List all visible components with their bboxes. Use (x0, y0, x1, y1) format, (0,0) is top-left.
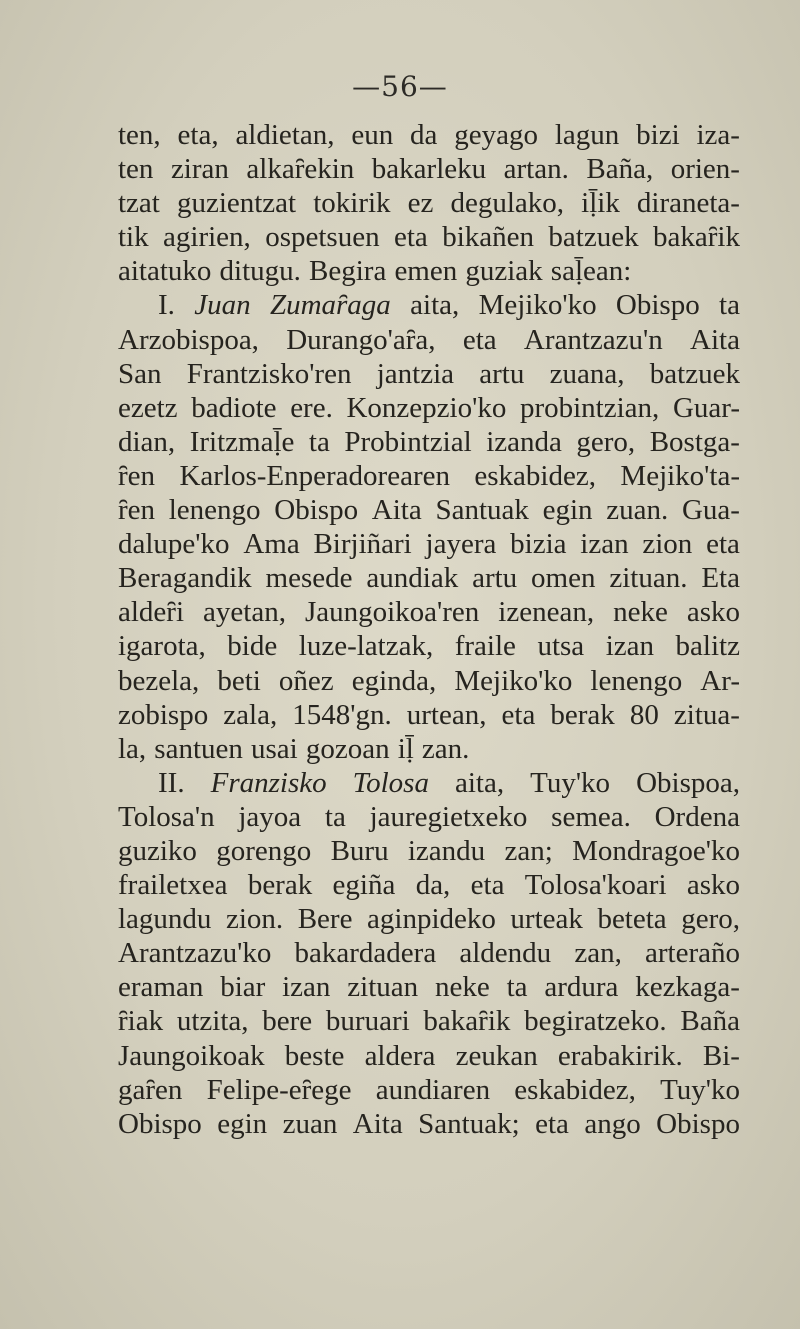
word: agirien, (163, 221, 251, 254)
word: Beragandik (118, 562, 252, 595)
word: Bi- (702, 1039, 740, 1072)
text-line (118, 902, 740, 936)
word: guziak (465, 255, 543, 288)
text-line (118, 664, 740, 698)
word: utsa (537, 630, 585, 663)
word: aundiaren (375, 1073, 491, 1106)
word: alkaȓekin (246, 153, 355, 186)
word: omen (531, 562, 596, 595)
text-line (118, 868, 740, 902)
word: 80 (629, 698, 659, 731)
word: jauregietxeko (369, 800, 528, 833)
text-line (118, 698, 740, 732)
word: arteraño (645, 937, 740, 970)
text-line (118, 800, 740, 834)
word: gaȓen (118, 1073, 183, 1106)
word: ten, (118, 119, 161, 151)
text-line (118, 357, 740, 391)
word: zion (642, 528, 693, 561)
word: ziran (170, 153, 229, 186)
text-line (118, 1107, 740, 1141)
word: berak (247, 869, 313, 902)
word: bide (227, 630, 278, 663)
word: urteak (510, 903, 583, 936)
word: gozoan (305, 732, 390, 765)
word: lenengo (590, 664, 683, 697)
word: eta (470, 869, 505, 902)
word: Bostga- (649, 425, 740, 458)
word: Birjiñari (313, 528, 412, 561)
word: bakaȓik (653, 221, 740, 254)
word: zala, (223, 698, 278, 731)
word: I. (158, 289, 175, 322)
word: jayoa (238, 800, 302, 833)
word: santuen (154, 732, 243, 765)
text-line (118, 527, 740, 561)
word: Baña (680, 1005, 740, 1038)
word: aginpideko (367, 903, 496, 936)
word: zituan. (609, 562, 688, 595)
word: bizi (636, 119, 680, 151)
word: ditugu. (219, 255, 301, 288)
word: asko (686, 596, 740, 629)
word: izan (580, 528, 629, 561)
word: gorengo (216, 834, 312, 867)
word: beste (284, 1039, 345, 1072)
body-text (118, 118, 740, 1141)
word: Obispo (274, 494, 359, 527)
word: Santuak; (418, 1107, 520, 1140)
word: Arantzazu'n (523, 323, 663, 356)
word: eta (462, 323, 497, 356)
word: orien- (670, 153, 740, 186)
word: begiratzeko. (524, 1005, 667, 1038)
word: Tolosa'n (118, 800, 215, 833)
word: San (118, 357, 162, 390)
text-line (118, 425, 740, 459)
word: iza- (696, 119, 740, 151)
word: Aita (690, 323, 740, 356)
word: Karlos-Enperadorearen (179, 459, 450, 492)
word: Eta (701, 562, 740, 595)
word: urtean, (406, 698, 487, 731)
word: iḹik (581, 187, 620, 220)
word: zion. (225, 903, 284, 936)
word: Konzepzio'ko (346, 391, 507, 424)
word: zan. (421, 732, 470, 765)
text-line (118, 459, 740, 493)
word: Mejiko'ta- (620, 459, 740, 492)
word: eskabidez, (514, 1073, 636, 1106)
word: jantzia (376, 357, 455, 390)
word: dalupe'ko (118, 528, 230, 561)
word: geyago (454, 119, 539, 151)
word: berak (550, 698, 615, 731)
word: Tuy'ko (660, 1073, 740, 1106)
text-line (118, 323, 740, 357)
word: artu (479, 357, 525, 390)
text-line (118, 1073, 740, 1107)
word: eta (706, 528, 740, 561)
word: batzuek (649, 357, 740, 390)
word: Baña, (586, 153, 654, 186)
word: Felipe-eȓege (206, 1073, 352, 1106)
word: ȓen (118, 459, 156, 492)
word: aundiak (366, 562, 459, 595)
word: ten (118, 153, 154, 186)
word: biar (220, 971, 266, 1004)
word: da (410, 119, 438, 151)
word: dian, (118, 425, 176, 458)
word: ta (506, 971, 528, 1004)
word: Guar- (672, 391, 740, 424)
text-line (118, 1004, 740, 1038)
word: Santuak (435, 494, 529, 527)
word: badiote (191, 391, 277, 424)
word: Mejiko'ko (454, 664, 573, 697)
word: egin (542, 494, 593, 527)
word: Franzisko (210, 766, 327, 799)
word: Aita (371, 494, 422, 527)
word: ez (407, 187, 434, 220)
word: zuan (282, 1107, 338, 1140)
word: artu (472, 562, 518, 595)
text-line (118, 561, 740, 595)
text-line (118, 186, 740, 220)
word: zan, (574, 937, 622, 970)
word: oñez (278, 664, 334, 697)
word: izan (605, 630, 654, 663)
word: Obispo (656, 1107, 740, 1140)
word: luze-latzak, (298, 630, 434, 663)
text-line (118, 595, 740, 629)
word: Durango'aȓa, (286, 323, 436, 356)
word: bakarleku (371, 153, 487, 186)
word: la, (118, 732, 147, 765)
text-line (118, 152, 740, 186)
text-line (118, 493, 740, 527)
word: mesede (265, 562, 353, 595)
word: izandu (407, 834, 486, 867)
word: guziko (118, 834, 197, 867)
word: bakaȓik (423, 1005, 511, 1038)
word: Ar- (700, 664, 740, 697)
word: bizia (510, 528, 567, 561)
word: 1548'gn. (292, 698, 392, 731)
word: aita, (410, 289, 460, 322)
word: Begira (309, 255, 387, 288)
word: Tolosa'koari (524, 869, 667, 902)
word: ta (719, 289, 740, 322)
word: Arzobispoa, (118, 323, 259, 356)
word: tokirik (313, 187, 391, 220)
word: bikañen (442, 221, 535, 254)
word: balitz (675, 630, 740, 663)
word: Obispoa, (636, 766, 740, 799)
word: eun (351, 119, 394, 151)
word: emen (394, 255, 458, 288)
word: tik (118, 221, 149, 254)
word: zituan (347, 971, 419, 1004)
word: asko (686, 869, 740, 902)
word: zuana, (549, 357, 625, 390)
word: fraile (454, 630, 516, 663)
word: Ordena (654, 800, 740, 833)
word: bakardadera (294, 937, 437, 970)
word: izenean, (498, 596, 595, 629)
word: zan; (504, 834, 553, 867)
word: artan. (503, 153, 569, 186)
word: degulako, (450, 187, 565, 220)
word: guzientzat (176, 187, 297, 220)
word: aldendu (459, 937, 552, 970)
word: aitatuko (118, 255, 212, 288)
word: Bere (297, 903, 353, 936)
word: Gua- (681, 494, 740, 527)
word: ȓiak (118, 1005, 164, 1038)
word: Obispo (118, 1107, 202, 1140)
word: da, (415, 869, 451, 902)
word: Zumaȓaga (269, 289, 391, 322)
word: ere. (290, 391, 333, 424)
word: eskabidez, (474, 459, 596, 492)
word: Iritzmaḹe (189, 425, 295, 458)
word: tzat (118, 187, 160, 220)
text-line (118, 118, 740, 152)
word: Jaungoikoak (118, 1039, 265, 1072)
word: jayera (425, 528, 497, 561)
word: zobispo (118, 698, 209, 731)
word: gero, (576, 425, 636, 458)
word: ayetan, (203, 596, 286, 629)
text-line (118, 970, 740, 1004)
text-line (118, 834, 740, 868)
word: gero, (681, 903, 740, 936)
word: usai (251, 732, 298, 765)
word: zitua- (673, 698, 740, 731)
text-line (118, 220, 740, 254)
word: probintzian, (519, 391, 660, 424)
word: lenengo (168, 494, 261, 527)
word: Arantzazu'ko (118, 937, 272, 970)
word: eta (501, 698, 536, 731)
word: eta, (177, 119, 219, 151)
word: Juan (194, 289, 251, 322)
word: frailetxea (118, 869, 228, 902)
text-line (118, 629, 740, 663)
word: ta (324, 800, 346, 833)
text-line (118, 254, 740, 288)
word: utzita, (176, 1005, 249, 1038)
word: kezkaga- (635, 971, 740, 1004)
word: ango (584, 1107, 641, 1140)
word: egiña (332, 869, 396, 902)
word: eta (393, 221, 428, 254)
word: II. (158, 766, 185, 799)
word: izanda (486, 425, 562, 458)
text-line (118, 1039, 740, 1073)
word: eginda, (351, 664, 437, 697)
word: Obispo (615, 289, 700, 322)
word: saḹean: (550, 255, 632, 288)
word: Jaungoikoa'ren (304, 596, 480, 629)
word: lagundu (118, 903, 212, 936)
word: iḹ (397, 732, 414, 765)
text-line (118, 391, 740, 425)
word: ezetz (118, 391, 178, 424)
word: igarota, (118, 630, 206, 663)
text-line (118, 936, 740, 970)
word: bezela, (118, 664, 200, 697)
word: erabakirik. (557, 1039, 683, 1072)
word: Tolosa (352, 766, 429, 799)
word: ta (308, 425, 330, 458)
word: ospetsuen (265, 221, 380, 254)
word: izan (282, 971, 331, 1004)
word: ȓen (118, 494, 156, 527)
word: zeukan (455, 1039, 538, 1072)
word: aldera (364, 1039, 436, 1072)
text-line (118, 732, 740, 766)
text-line (118, 766, 740, 800)
word: Frantzisko'ren (186, 357, 352, 390)
word: Mondragoe'ko (572, 834, 740, 867)
word: zuan. (606, 494, 669, 527)
word: aita, (454, 766, 505, 799)
word: eta (535, 1107, 569, 1140)
word: bere (262, 1005, 313, 1038)
word: Buru (330, 834, 389, 867)
word: neke (613, 596, 668, 629)
word: eraman (118, 971, 204, 1004)
word: lagun (554, 119, 620, 151)
word: Aita (352, 1107, 403, 1140)
word: egin (217, 1107, 268, 1140)
word: aldietan, (235, 119, 335, 151)
word: diraneta- (636, 187, 740, 220)
word: Mejiko'ko (478, 289, 597, 322)
word: semea. (551, 800, 631, 833)
word: beti (217, 664, 261, 697)
word: buruari (325, 1005, 410, 1038)
word: Ama (243, 528, 300, 561)
word: batzuek (548, 221, 639, 254)
word: Probintzial (344, 425, 472, 458)
word: Tuy'ko (530, 766, 611, 799)
page-number: —56— (352, 70, 448, 103)
text-line (118, 288, 740, 322)
word: beteta (597, 903, 667, 936)
word: neke (434, 971, 490, 1004)
word: ardura (544, 971, 619, 1004)
word: aldeȓi (118, 596, 185, 629)
